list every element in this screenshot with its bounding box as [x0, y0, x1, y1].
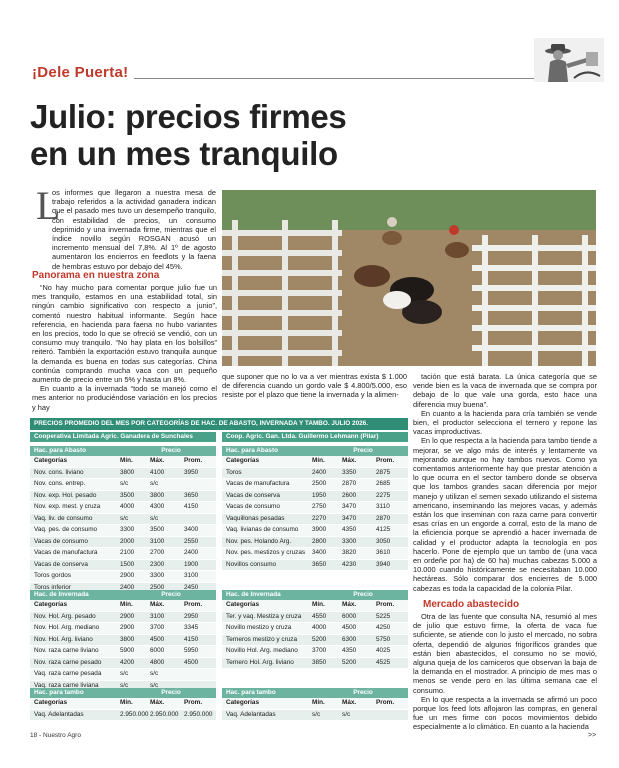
- coop-lehmann-label: Coop. Agric. Gan. Ltda. Guillermo Lehmann (Pilar): [222, 432, 408, 442]
- value-cell: 3110: [376, 503, 390, 510]
- paragraph: tación que está barata. La única categoría que se vende bien es la vaca de invernada que se compra por debajo de lo que vale una gorda, esto hace una diferencia muy buena”.: [413, 372, 597, 409]
- category-cell: Vaq. pes. de consumo: [34, 526, 98, 533]
- value-cell: 4150: [184, 635, 199, 643]
- category-cell: Categorías: [226, 457, 260, 464]
- price-header: Precio: [161, 591, 181, 598]
- column-header-row: [30, 600, 216, 612]
- table-row: [30, 502, 216, 514]
- category-cell: Categorías: [34, 457, 68, 464]
- category-cell: Terneros mestizo y cruza: [226, 635, 298, 643]
- category-cell: Vacas de conserva: [226, 491, 280, 499]
- table-row: [30, 537, 216, 549]
- category-cell: Vaq. liv. de consumo: [34, 514, 93, 522]
- value-cell: s/c: [150, 681, 159, 689]
- value-cell: 4230: [342, 560, 357, 568]
- value-cell: 4300: [150, 503, 165, 510]
- value-cell: 3850: [312, 658, 327, 666]
- column-header-row: [222, 600, 408, 612]
- value-cell: 4350: [342, 526, 357, 533]
- category-cell: Vacas de conserva: [34, 560, 88, 568]
- value-cell: 4500: [150, 635, 165, 643]
- value-cell: 3800: [150, 491, 165, 499]
- table-row: [222, 468, 408, 480]
- table-row: [30, 491, 216, 503]
- table-row: [30, 635, 216, 647]
- table-row: [30, 548, 216, 560]
- category-cell: Vacas de manufactura: [226, 480, 290, 487]
- value-cell: s/c: [120, 670, 129, 677]
- value-cell: s/c: [150, 670, 159, 677]
- table-row: [222, 548, 408, 560]
- table-row: [30, 479, 216, 491]
- category-cell: Nov. Hol. Arg. mediano: [34, 624, 100, 631]
- value-cell: 4800: [150, 658, 165, 666]
- title-line-2: en un mes tranquilo: [30, 135, 338, 172]
- value-cell: 3350: [342, 468, 357, 476]
- category-cell: Vaq. Adelantadas: [226, 710, 276, 718]
- category-cell: Novillos consumo: [226, 560, 277, 568]
- table-row: [222, 479, 408, 491]
- value-cell: 3700: [312, 647, 327, 654]
- value-cell: Prom.: [376, 457, 395, 464]
- value-cell: 2875: [376, 468, 391, 476]
- value-cell: Mín.: [312, 699, 325, 706]
- value-cell: 3470: [342, 514, 357, 522]
- title-line-1: Julio: precios firmes: [30, 98, 347, 135]
- value-cell: 2700: [150, 549, 165, 556]
- value-cell: 2500: [150, 583, 165, 591]
- category-cell: Vaq. livianas de consumo: [226, 526, 299, 533]
- category-cell: Nov. exp. mest. y cruza: [34, 503, 101, 510]
- block-title: Hac. de Invernada: [34, 591, 89, 598]
- category-cell: Categorías: [226, 699, 260, 706]
- subheading-panorama: Panorama en nuestra zona: [32, 270, 160, 281]
- value-cell: 3050: [376, 537, 391, 545]
- value-cell: 5900: [120, 647, 135, 654]
- paragraph: En lo que respecta a la invernada se afirmó un poco porque los feed lots aflojaron las compras, en general fue un mes firme con pocos movimientos debido especialmente a lo climático. En cuanto a la hacienda: [413, 694, 597, 732]
- category-cell: Vaq. Adelantadas: [34, 710, 84, 718]
- table-row: [222, 646, 408, 658]
- price-block-lehmann-0: [222, 446, 408, 571]
- value-cell: 2275: [376, 491, 391, 499]
- table-row: [30, 525, 216, 537]
- value-cell: 2400: [312, 468, 327, 476]
- category-cell: Toros inferior: [34, 583, 71, 591]
- value-cell: 5950: [184, 647, 199, 654]
- table-row: [222, 560, 408, 572]
- value-cell: 2870: [342, 480, 357, 487]
- value-cell: 1950: [312, 491, 327, 499]
- table-row: [222, 658, 408, 670]
- page-footer: 18 - Nuestro Agro: [30, 732, 81, 739]
- table-row: [222, 491, 408, 503]
- value-cell: s/c: [150, 480, 159, 487]
- value-cell: 2100: [120, 549, 135, 556]
- value-cell: 3400: [184, 526, 199, 533]
- block-title: Hac. para Abasto: [34, 447, 86, 454]
- value-cell: Mín.: [120, 601, 133, 608]
- category-cell: Novillo mestizo y cruza: [226, 624, 292, 631]
- price-block-sunchales-2: [30, 688, 216, 721]
- value-cell: 3950: [184, 468, 199, 476]
- value-cell: s/c: [312, 710, 321, 718]
- table-row: [222, 537, 408, 549]
- table-row: [222, 623, 408, 635]
- value-cell: 4000: [312, 624, 327, 631]
- category-cell: Ternero Hol. Arg. liviano: [226, 658, 294, 666]
- table-row: [222, 514, 408, 526]
- page-title: [30, 98, 346, 172]
- value-cell: 2750: [312, 503, 327, 510]
- value-cell: 1500: [120, 560, 135, 568]
- price-block-lehmann-1: [222, 590, 408, 669]
- category-cell: Nov. pes. mestizos y cruzas: [226, 549, 306, 556]
- block-title: Hac. para Abasto: [226, 447, 278, 454]
- value-cell: 3500: [150, 526, 165, 533]
- block-title: Hac. para tambo: [226, 689, 276, 696]
- value-cell: 3100: [150, 612, 165, 620]
- continue-arrow: >>: [588, 732, 597, 739]
- table-row: [30, 612, 216, 624]
- value-cell: 4125: [376, 526, 391, 533]
- value-cell: 5750: [376, 635, 391, 643]
- value-cell: Máx.: [342, 699, 357, 706]
- value-cell: 3300: [120, 526, 135, 533]
- price-table-title: PRECIOS PROMEDIO DEL MES POR CATEGORÍAS DE HAC. DE ABASTO, INVERNADA Y TAMBO. JULIO 2026.: [30, 418, 408, 430]
- section-rule: [134, 78, 582, 79]
- value-cell: [184, 669, 216, 680]
- value-cell: 3940: [376, 560, 391, 568]
- table-row: [30, 560, 216, 572]
- category-cell: Nov. cons. liviano: [34, 468, 84, 476]
- value-cell: 2685: [376, 480, 391, 487]
- intro-paragraph: os informes que llegaron a nuestra mesa de trabajo referidos a la actividad ganadera indican que el pasado mes tuvo un desempeño tranquilo, con estabilidad de precios, un consumo deprimido y una invernada firme, mientras que el índice novillo según ROSGAN acusó un incremento mensual del 7,8%. Al 1º de agosto aumentaron los encierros en feedlots y la faena de hembras estuvo por debajo del 45%.: [52, 188, 216, 271]
- value-cell: 5200: [342, 658, 357, 666]
- value-cell: Máx.: [150, 601, 165, 608]
- value-cell: s/c: [342, 710, 351, 718]
- value-cell: 3900: [312, 526, 327, 533]
- value-cell: 1900: [184, 560, 199, 568]
- value-cell: Mín.: [312, 601, 325, 608]
- table-row: [30, 710, 216, 722]
- cattle-corral-photo: [222, 190, 596, 366]
- category-cell: Nov. Hol. Arg. pesado: [34, 612, 96, 620]
- column-header-row: [222, 698, 408, 710]
- value-cell: 3400: [312, 549, 327, 556]
- column-header-row: [30, 698, 216, 710]
- value-cell: Máx.: [150, 699, 165, 706]
- category-cell: Vaq. raza carne pesada: [34, 670, 102, 677]
- value-cell: 2270: [312, 514, 327, 522]
- category-cell: Nov. cons. entrep.: [34, 480, 86, 487]
- value-cell: 3700: [150, 624, 165, 631]
- category-cell: Novillo Hol. Arg. mediano: [226, 647, 298, 654]
- value-cell: 4350: [342, 647, 357, 654]
- block-header: [222, 590, 408, 600]
- block-header: [30, 590, 216, 600]
- category-cell: Nov. raza carne liviano: [34, 647, 99, 654]
- table-row: [222, 525, 408, 537]
- column-2-text: que suponer que no lo va a ver mientras exista $ 1.000 de diferencia cuando un gordo vale $ 4.800/5.000, eso resiste por el plazo que tiene la invernada y la alimen-: [222, 372, 407, 400]
- value-cell: 2450: [184, 583, 199, 591]
- table-row: [222, 502, 408, 514]
- value-cell: 4250: [376, 624, 391, 631]
- category-cell: Nov. pes. Holando Arg.: [226, 537, 292, 545]
- value-cell: 3300: [150, 572, 165, 579]
- value-cell: Prom.: [184, 457, 203, 464]
- block-title: Hac. de Invernada: [226, 591, 281, 598]
- value-cell: Mín.: [312, 457, 325, 464]
- category-cell: Categorías: [226, 601, 260, 608]
- block-header: [222, 446, 408, 456]
- value-cell: 3500: [120, 491, 135, 499]
- price-block-sunchales-1: [30, 590, 216, 692]
- table-row: [30, 669, 216, 681]
- value-cell: 2500: [312, 480, 327, 487]
- value-cell: 5200: [312, 635, 327, 643]
- value-cell: 2.950.000: [150, 710, 179, 718]
- column-header-row: [30, 456, 216, 468]
- category-cell: Categorías: [34, 699, 68, 706]
- value-cell: Prom.: [376, 699, 395, 706]
- value-cell: 3650: [312, 560, 327, 568]
- column-3b-text: [413, 612, 597, 732]
- category-cell: Categorías: [34, 601, 68, 608]
- value-cell: 4150: [184, 503, 199, 510]
- block-header: [30, 688, 216, 698]
- column-1-text: [32, 283, 217, 412]
- value-cell: 4000: [120, 503, 135, 510]
- value-cell: s/c: [120, 681, 129, 689]
- value-cell: 4550: [312, 612, 327, 620]
- category-cell: Toros: [226, 468, 242, 476]
- category-cell: Vaquillonas pesadas: [226, 514, 285, 522]
- value-cell: 2000: [120, 537, 135, 545]
- value-cell: 3800: [120, 635, 135, 643]
- category-cell: Vacas de consumo: [226, 503, 280, 510]
- value-cell: 2400: [184, 549, 199, 556]
- value-cell: s/c: [120, 514, 129, 522]
- price-header: Precio: [353, 591, 373, 598]
- value-cell: 2900: [120, 572, 135, 579]
- value-cell: 2900: [120, 624, 135, 631]
- paragraph: En cuanto a la invernada “todo se manejó como el mes anterior no produciéndose variación en los precios y hay: [32, 384, 217, 412]
- value-cell: 6000: [342, 612, 357, 620]
- value-cell: 6000: [150, 647, 165, 654]
- value-cell: 2900: [120, 612, 135, 620]
- value-cell: 4100: [150, 468, 165, 476]
- category-cell: Ter. y vaq. Mestiza y cruza: [226, 612, 302, 620]
- value-cell: 3100: [150, 537, 165, 545]
- block-header: [30, 446, 216, 456]
- category-cell: Nov. exp. Hol. pesado: [34, 491, 97, 499]
- value-cell: 2950: [184, 612, 199, 620]
- value-cell: 2600: [342, 491, 357, 499]
- table-row: [222, 612, 408, 624]
- block-header: [222, 688, 408, 698]
- section-heading: ¡Dele Puerta!: [32, 64, 129, 81]
- value-cell: 2.950.000: [184, 710, 213, 718]
- value-cell: 3470: [342, 503, 357, 510]
- table-row: [30, 623, 216, 635]
- column-3-text: [413, 372, 597, 593]
- table-row: [30, 658, 216, 670]
- value-cell: Máx.: [342, 601, 357, 608]
- category-cell: Toros gordos: [34, 572, 71, 579]
- price-header: Precio: [353, 689, 373, 696]
- paragraph: En lo que respecta a la hacienda para tambo tiende a mejorar, se ve algo más de interés y lentamente va mejorando aunque no hay tambos nuevos. Como ya comentamos anteriormente hay que prestar atención a lo que ocurra en el sector tambero donde se observa que los tambos grandes sacan diferencia por mejor manejo y utilizan el semen sexado utilizando el sistema americano, inseminando las mejores vacas, y además están los que inseminan con raza carne para convertir esas crías en un engorde a corral, esto de la mano de la eficiencia porque se aprendió a hacer invernada de calidad y el productor adapta la tecnología en pos hacerlo. Pone de ejemplo que un tambo de (una vaca en ordeñe por ha) de 60 ha) muchas cabezas 5.000 a 10.000 cuando históricamente se necesitaban 10.000 hectáreas. Sólo comparar dos encierres de 5.000 cabezas es toda la capacidad de la colonia Pilar.: [413, 436, 597, 593]
- value-cell: 3650: [184, 491, 199, 499]
- column-header-row: [222, 456, 408, 468]
- value-cell: 3100: [184, 572, 199, 579]
- cowboy-logo-icon: [534, 38, 604, 82]
- price-block-sunchales-0: [30, 446, 216, 594]
- value-cell: Prom.: [184, 601, 203, 608]
- value-cell: [184, 514, 216, 525]
- value-cell: 3800: [120, 468, 135, 476]
- value-cell: 5225: [376, 612, 391, 620]
- value-cell: 2400: [120, 583, 135, 591]
- value-cell: [376, 710, 408, 721]
- table-row: [30, 468, 216, 480]
- category-cell: Vacas de manufactura: [34, 549, 98, 556]
- table-row: [30, 571, 216, 583]
- value-cell: 4525: [376, 658, 391, 666]
- value-cell: s/c: [120, 480, 129, 487]
- value-cell: 4500: [184, 658, 199, 666]
- paragraph: En cuanto a la hacienda para cría también se vende bien, el productor selecciona el ternero y repone las vacas improductivas.: [413, 408, 597, 437]
- table-row: [222, 710, 408, 722]
- value-cell: Prom.: [184, 699, 203, 706]
- category-cell: Nov. Hol. Arg. liviano: [34, 635, 93, 643]
- price-header: Precio: [353, 447, 373, 454]
- value-cell: [184, 479, 216, 490]
- value-cell: 2870: [376, 514, 391, 522]
- value-cell: Máx.: [342, 457, 357, 464]
- price-header: Precio: [161, 447, 181, 454]
- value-cell: Máx.: [150, 457, 165, 464]
- category-cell: Nov. raza carne pesado: [34, 658, 102, 666]
- drop-cap: L: [36, 183, 61, 228]
- value-cell: 6300: [342, 635, 357, 643]
- value-cell: 4025: [376, 647, 391, 654]
- value-cell: 2800: [312, 537, 327, 545]
- value-cell: s/c: [150, 514, 159, 522]
- subheading-mercado: Mercado abastecido: [423, 599, 520, 610]
- value-cell: Mín.: [120, 457, 133, 464]
- value-cell: 2.950.000: [120, 710, 149, 718]
- value-cell: 3300: [342, 537, 357, 545]
- paragraph: “No hay mucho para comentar porque julio fue un mes tranquilo, estamos en una estabilidad total, sin ningún cambio significativo con respecto a junio”, comentó nuestro habitual informante. Según hace referencia, en hacienda para faena no hubo variantes en los precios, todo lo que se ofreció se vendió, con un consumo muy tranquilo. “No hay plata en los bolsillos” reiteró. También la exportación estuvo tranquila aunque la demanda es buena en todas sus categorías. China continúa comprando mucha vaca con un pequeño aumento de precio entre un 5% y hasta un 8%.: [32, 283, 217, 385]
- value-cell: 2550: [184, 537, 199, 545]
- table-row: [30, 514, 216, 526]
- price-block-lehmann-2: [222, 688, 408, 721]
- value-cell: 3610: [376, 549, 391, 556]
- value-cell: 3345: [184, 624, 199, 631]
- coop-sunchales-label: Cooperativa Limitada Agric. Ganadera de Sunchales: [30, 432, 216, 442]
- value-cell: 4200: [120, 658, 135, 666]
- block-title: Hac. para tambo: [34, 689, 84, 696]
- value-cell: 2300: [150, 560, 165, 568]
- value-cell: 4500: [342, 624, 357, 631]
- table-row: [30, 646, 216, 658]
- price-header: Precio: [161, 689, 181, 696]
- value-cell: Mín.: [120, 699, 133, 706]
- table-row: [222, 635, 408, 647]
- paragraph: Otra de las fuente que consulta NA, resumió al mes de julio que estuvo firme, la oferta de vaca fue suficiente, se atiende con lo justo el mercado, no sobra oferta, dependió de algunos frigoríficos grandes que están bien abastecidos, el consumo no se movió, alguna queja de los carniceros que observan la baja de la demanda en el mostrador. A principio de mes mas o menos se vende pero en las última semana cae el consumo.: [413, 612, 597, 695]
- value-cell: 3820: [342, 549, 357, 556]
- category-cell: Vaq. raza carne liviana: [34, 681, 99, 689]
- category-cell: Vacas de consumo: [34, 537, 88, 545]
- value-cell: Prom.: [376, 601, 395, 608]
